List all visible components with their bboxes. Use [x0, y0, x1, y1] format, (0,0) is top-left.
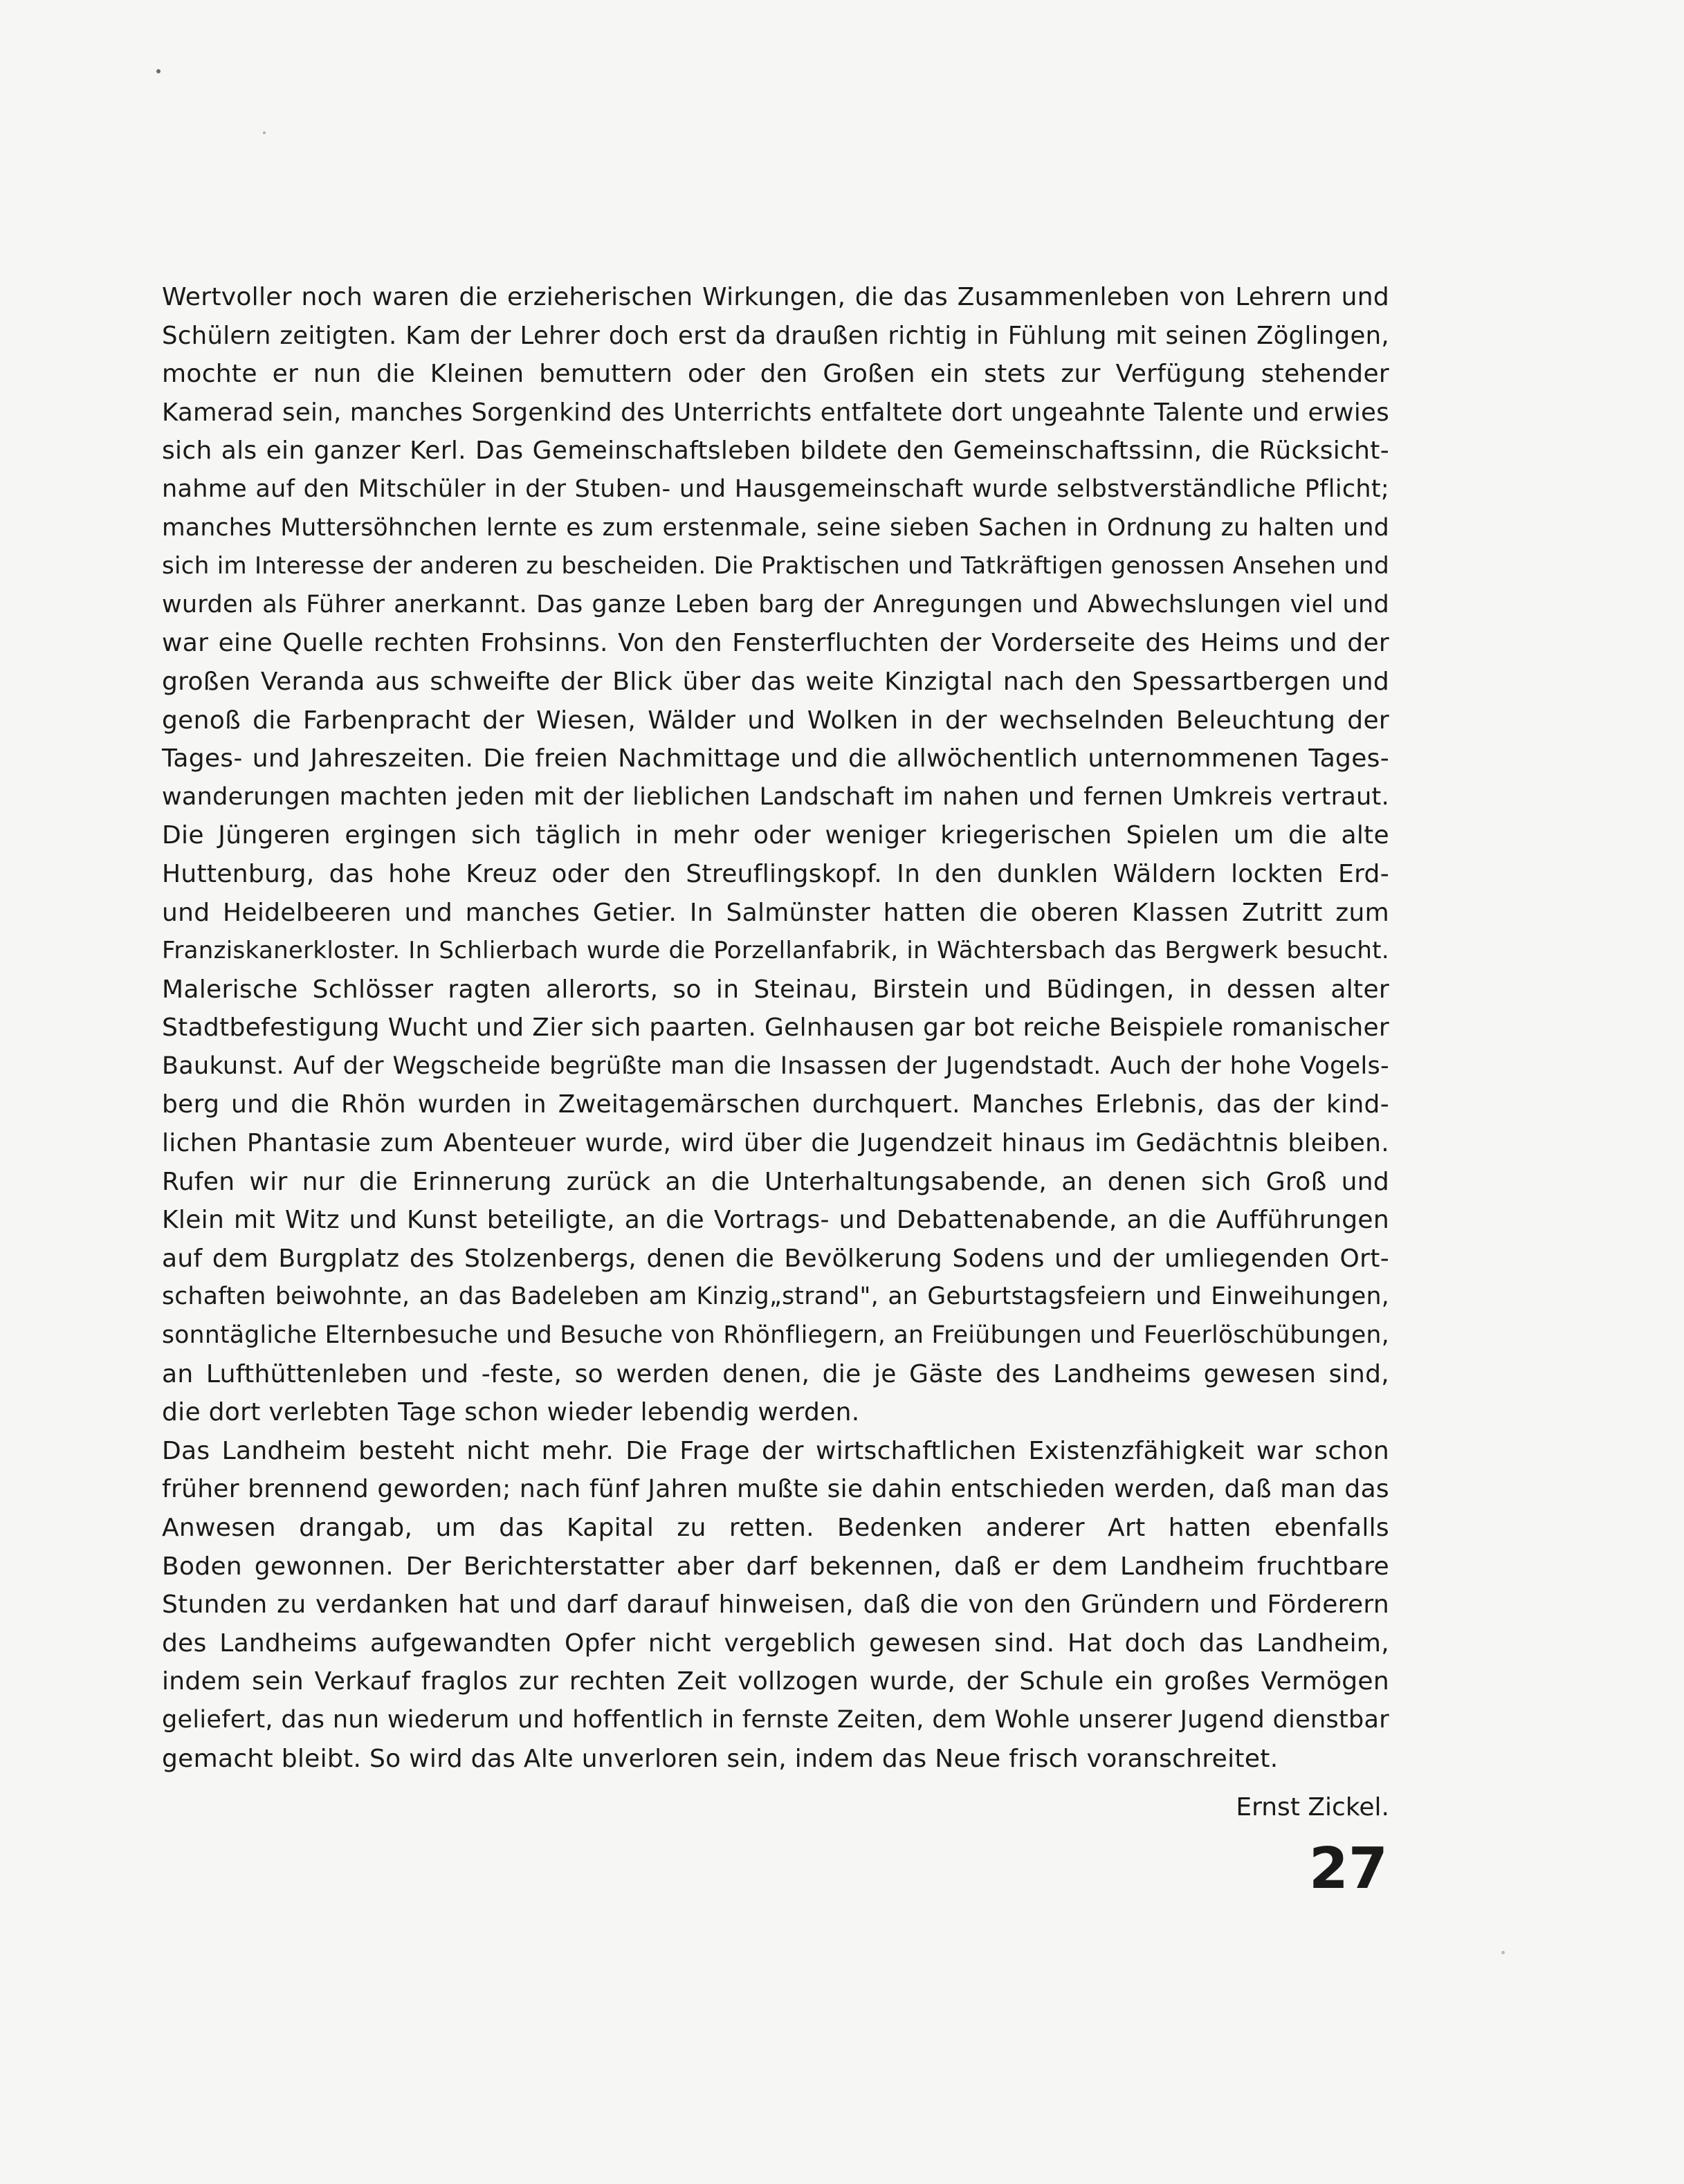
dust-speck	[156, 69, 161, 73]
text-line: Franziskanerkloster. In Schlierbach wurde die Porzellanfabrik, in Wächtersbach das Bergwerk besucht.	[162, 937, 1389, 965]
text-line: mochte er nun die Kleinen bemuttern oder den Großen ein stets zur Verfügung stehender	[162, 360, 1389, 389]
text-line: Rufen wir nur die Erinnerung zurück an die Unterhaltungsabende, an denen sich Groß und	[162, 1167, 1389, 1196]
paragraph-1	[162, 278, 1389, 1432]
text-line: Das Landheim besteht nicht mehr. Die Frage der wirtschaftlichen Existenzfähigkeit war schon	[162, 1436, 1389, 1465]
dust-speck	[263, 131, 266, 134]
text-line: Malerische Schlösser ragten allerorts, so in Steinau, Birstein und Büdingen, in dessen alter	[162, 975, 1389, 1004]
text-line: Anwesen drangab, um das Kapital zu retten. Bedenken anderer Art hatten ebenfalls	[162, 1514, 1389, 1542]
author-signature: Ernst Zickel.	[1236, 1793, 1389, 1821]
text-line: Wertvoller noch waren die erzieherischen Wirkungen, die das Zusammenleben von Lehrern und	[162, 283, 1389, 311]
text-line: Huttenburg, das hohe Kreuz oder den Streuflingskopf. In den dunklen Wäldern lockten Erd-	[162, 859, 1389, 888]
dust-speck	[1501, 1951, 1505, 1954]
text-line: des Landheims aufgewandten Opfer nicht vergeblich gewesen sind. Hat doch das Landheim,	[162, 1628, 1389, 1658]
text-line: Tages- und Jahreszeiten. Die freien Nachmittage und die allwöchentlich unternommenen Tages-	[162, 744, 1389, 773]
text-line: Stadtbefestigung Wucht und Zier sich paarten. Gelnhausen gar bot reiche Beispiele romanischer	[162, 1013, 1389, 1043]
text-line: sich im Interesse der anderen zu bescheiden. Die Praktischen und Tatkräftigen genossen Ansehen und	[162, 552, 1390, 580]
text-line: gemacht bleibt. So wird das Alte unverloren sein, indem das Neue frisch voranschreitet.	[162, 1744, 1279, 1773]
text-line: genoß die Farbenpracht der Wiesen, Wälder und Wolken in der wechselnden Beleuchtung der	[162, 706, 1389, 735]
text-line: Stunden zu verdanken hat und darf darauf hinweisen, daß die von den Gründern und Förderern	[162, 1590, 1389, 1619]
body-text	[162, 278, 1389, 1778]
text-line: Kamerad sein, manches Sorgenkind des Unterrichts entfaltete dort ungeahnte Talente und erwies	[162, 398, 1389, 427]
text-line: Schülern zeitigten. Kam der Lehrer doch erst da draußen richtig in Fühlung mit seinen Zöglingen,	[162, 321, 1389, 350]
text-line: schaften beiwohnte, an das Badeleben am Kinzig„strand", an Geburtstagsfeiern und Einweihungen,	[162, 1283, 1389, 1311]
text-line: lichen Phantasie zum Abenteuer wurde, wird über die Jugendzeit hinaus im Gedächtnis bleiben.	[162, 1129, 1389, 1158]
text-line: und Heidelbeeren und manches Getier. In Salmünster hatten die oberen Klassen Zutritt zum	[162, 898, 1389, 927]
text-line: Boden gewonnen. Der Berichterstatter aber darf bekennen, daß er dem Landheim fruchtbare	[162, 1552, 1389, 1581]
text-line: wanderungen machten jeden mit der lieblichen Landschaft im nahen und fernen Umkreis vertraut.	[162, 782, 1389, 811]
text-line: wurden als Führer anerkannt. Das ganze Leben barg der Anregungen und Abwechslungen viel und	[162, 590, 1389, 618]
text-line: Klein mit Witz und Kunst beteiligte, an die Vortrags- und Debattenabende, an die Aufführungen	[162, 1206, 1389, 1235]
text-line: die dort verlebten Tage schon wieder lebendig werden.	[162, 1398, 860, 1427]
text-line: nahme auf den Mitschüler in der Stuben- und Hausgemeinschaft wurde selbstverständliche Pflicht;	[162, 475, 1389, 503]
page-number: 27	[1308, 1836, 1388, 1902]
text-line: indem sein Verkauf fraglos zur rechten Zeit vollzogen wurde, der Schule ein großes Vermögen	[162, 1667, 1389, 1696]
text-line: auf dem Burgplatz des Stolzenbergs, denen die Bevölkerung Sodens und der umliegenden Ort-	[162, 1244, 1389, 1273]
text-line: sonntägliche Elternbesuche und Besuche von Rhönfliegern, an Freiübungen und Feuerlöschübungen,	[162, 1321, 1389, 1350]
text-line: war eine Quelle rechten Frohsinns. Von den Fensterfluchten der Vorderseite des Heims und der	[162, 629, 1389, 658]
text-line: geliefert, das nun wiederum und hoffentlich in fernste Zeiten, dem Wohle unserer Jugend dienstbar	[162, 1705, 1389, 1734]
text-line: sich als ein ganzer Kerl. Das Gemeinschaftsleben bildete den Gemeinschaftssinn, die Rücksicht-	[162, 437, 1389, 466]
paragraph-2	[162, 1432, 1389, 1778]
text-line: berg und die Rhön wurden in Zweitagemärschen durchquert. Manches Erlebnis, das der kind-	[162, 1090, 1389, 1119]
text-line: Die Jüngeren ergingen sich täglich in mehr oder weniger kriegerischen Spielen um die alte	[162, 821, 1389, 850]
text-line: an Lufthüttenleben und -feste, so werden denen, die je Gäste des Landheims gewesen sind,	[162, 1359, 1389, 1388]
text-line: Baukunst. Auf der Wegscheide begrüßte man die Insassen der Jugendstadt. Auch der hohe Vogels-	[162, 1052, 1389, 1080]
text-line: großen Veranda aus schweifte der Blick über das weite Kinzigtal nach den Spessartbergen und	[162, 667, 1389, 696]
text-line: früher brennend geworden; nach fünf Jahren mußte sie dahin entschieden werden, daß man das	[162, 1475, 1389, 1504]
text-line: manches Muttersöhnchen lernte es zum erstenmale, seine sieben Sachen in Ordnung zu halten und	[162, 513, 1389, 542]
